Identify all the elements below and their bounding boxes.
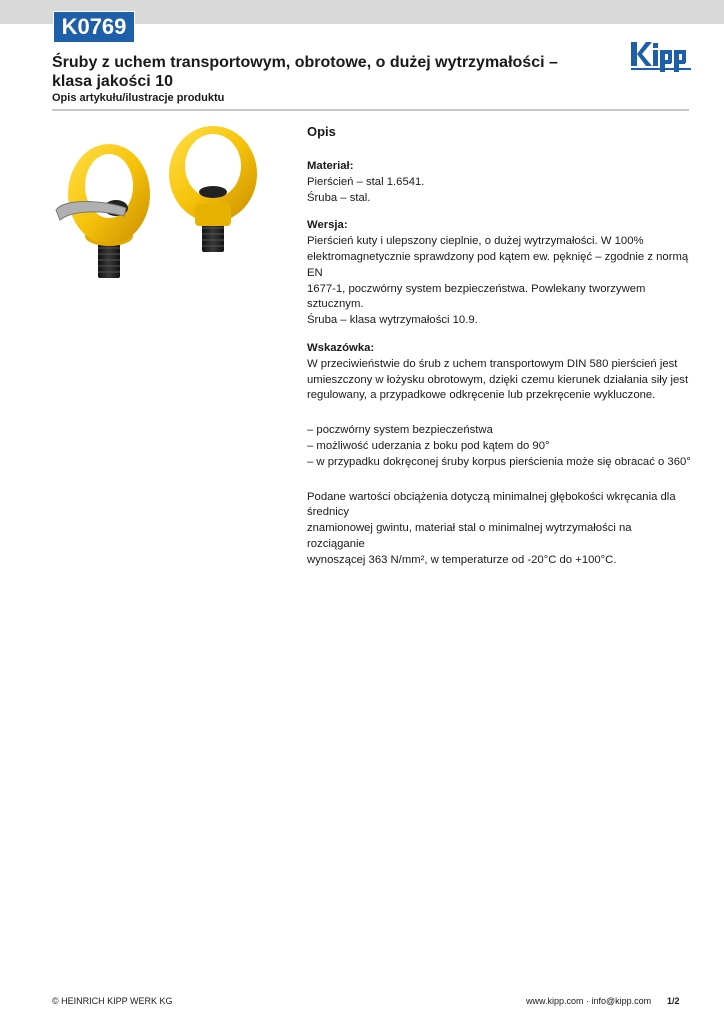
material-block xyxy=(307,159,692,206)
kipp-logo xyxy=(631,40,691,74)
description-heading: Opis xyxy=(307,124,336,139)
list-item: – możliwość uderzania z boku pod kątem do 90° xyxy=(307,439,550,452)
page-subtitle: Opis artykułu/ilustracje produktu xyxy=(52,92,225,104)
footer-copyright: © HEINRICH KIPP WERK KG xyxy=(52,996,173,1006)
header-rule xyxy=(52,109,689,111)
product-code-badge: K0769 xyxy=(53,11,135,43)
footer-contact: www.kipp.com · info@kipp.com xyxy=(526,996,652,1006)
material-line: Śruba – stal. xyxy=(307,191,371,204)
version-label: Wersja: xyxy=(307,219,348,232)
version-line: Śruba – klasa wytrzymałości 10.9. xyxy=(307,314,478,327)
page-number: 1/2 xyxy=(667,996,680,1006)
load-note-line: Podane wartości obciążenia dotyczą minimalnej głębokości wkręcania dla średnicy xyxy=(307,490,676,519)
note-line: regulowany, a przypadkowe odkręcenie lub przekręcenie wykluczone. xyxy=(307,389,656,402)
version-line: 1677-1, poczwórny system bezpieczeństwa. Powlekany tworzywem sztucznym. xyxy=(307,282,646,311)
page-title: Śruby z uchem transportowym, obrotowe, o dużej wytrzymałości – klasa jakości 10 xyxy=(52,54,558,90)
note-line: umieszczony w łożysku obrotowym, dzięki czemu kierunek działania siły jest xyxy=(307,373,689,386)
description-section xyxy=(307,124,692,581)
load-note-line: znamionowej gwintu, materiał stal o minimalnej wytrzymałości na rozciąganie xyxy=(307,522,632,550)
note-block xyxy=(307,341,692,404)
load-note-line: wynoszącej 363 N/mm², w temperaturze od -20°C do +100°C. xyxy=(307,553,617,566)
feature-list xyxy=(307,423,692,470)
version-line: elektromagnetycznie sprawdzony pod kątem ew. pęknięć – zgodnie z normą EN xyxy=(307,250,689,279)
eye-bolt-illustration xyxy=(52,124,262,284)
list-item: – poczwórny system bezpieczeństwa xyxy=(307,424,493,437)
version-block xyxy=(307,218,692,329)
material-line: Pierścień – stal 1.6541. xyxy=(307,175,425,188)
list-item: – w przypadku dokręconej śruby korpus pierścienia może się obracać o 360° xyxy=(307,455,691,468)
load-note-block xyxy=(307,490,692,569)
version-line: Pierścień kuty i ulepszony cieplnie, o dużej wytrzymałości. W 100% xyxy=(307,235,644,248)
material-label: Materiał: xyxy=(307,160,354,172)
note-line: W przeciwieństwie do śrub z uchem transportowym DIN 580 pierścień jest xyxy=(307,357,678,370)
note-label: Wskazówka: xyxy=(307,341,375,354)
